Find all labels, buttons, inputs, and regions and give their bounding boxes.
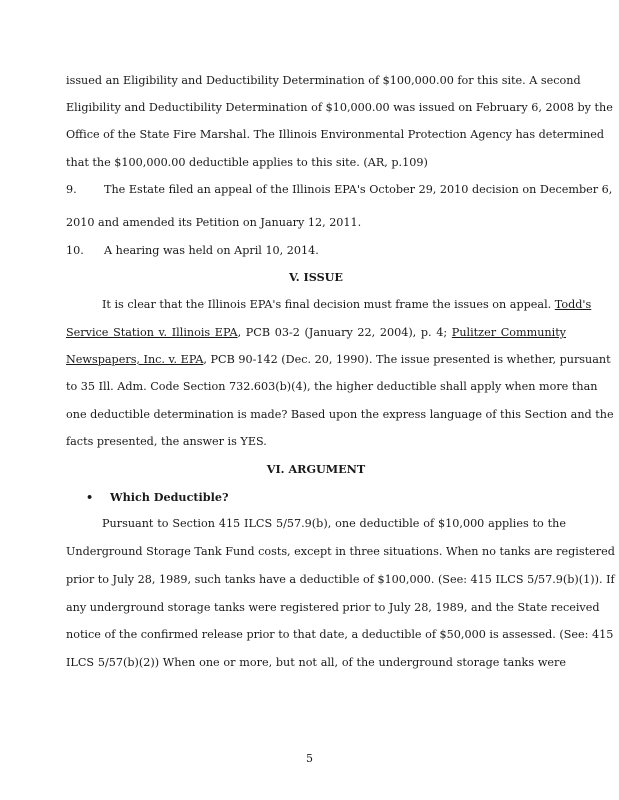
- section-heading-issue: V. ISSUE: [289, 270, 343, 284]
- paragraph-line: It is clear that the Illinois EPA's final decision must frame the issues on appeal. Todd's: [102, 298, 592, 311]
- numbered-item-10: [66, 244, 566, 258]
- paragraph-line: that the $100,000.00 deductible applies to this site. (AR, p.109): [66, 156, 428, 169]
- paragraph-line: Eligibility and Deductibility Determination of $10,000.00 was issued on February 6, 2008 by the: [66, 101, 613, 114]
- paragraph-line: one deductible determination is made? Based upon the express language of this Section and the: [66, 408, 614, 421]
- item-text: A hearing was held on April 10, 2014.: [104, 244, 319, 257]
- paragraph-line: 2010 and amended its Petition on January 12, 2011.: [66, 216, 362, 229]
- paragraph-line: notice of the confirmed release prior to that date, a deductible of $50,000 is assessed. (See: 415: [66, 628, 614, 641]
- paragraph-line: ILCS 5/57(b)(2)) When one or more, but not all, of the underground storage tanks were: [66, 656, 566, 669]
- paragraph-line: Newspapers, Inc. v. EPA, PCB 90-142 (Dec. 20, 1990). The issue presented is whether, pursuant: [66, 353, 611, 366]
- numbered-item-9: [66, 183, 613, 197]
- section-heading-argument: VI. ARGUMENT: [266, 462, 366, 476]
- case-citation: Todd's: [554, 298, 592, 311]
- case-citation: Pulitzer Community: [451, 326, 567, 339]
- paragraph-line: prior to July 28, 1989, such tanks have a deductible of $100,000. (See: 415 ILCS 5/57.9(b)(1)). If: [66, 573, 615, 586]
- item-number: 9.: [66, 183, 77, 196]
- case-citation: Service Station v. Illinois EPA: [66, 326, 238, 339]
- bullet-icon: •: [86, 490, 94, 504]
- paragraph-line: to 35 Ill. Adm. Code Section 732.603(b)(4), the higher deductible shall apply when more than: [66, 380, 598, 393]
- bullet-subheading: • Which Deductible?: [66, 490, 566, 504]
- case-citation: Newspapers, Inc. v. EPA: [66, 353, 204, 366]
- item-number: 10.: [66, 244, 84, 257]
- page-number: 5: [306, 752, 313, 765]
- paragraph-line: Service Station v. Illinois EPA, PCB 03-2 (January 22, 2004), p. 4; Pulitzer Community: [66, 326, 567, 339]
- item-text: The Estate filed an appeal of the Illinois EPA's October 29, 2010 decision on December 6,: [104, 183, 613, 196]
- paragraph-line: any underground storage tanks were registered prior to July 28, 1989, and the State received: [66, 601, 600, 614]
- paragraph-line: facts presented, the answer is YES.: [66, 435, 267, 448]
- paragraph-line: Office of the State Fire Marshal. The Illinois Environmental Protection Agency has determined: [66, 128, 605, 141]
- paragraph-line: Underground Storage Tank Fund costs, except in three situations. When no tanks are registered: [66, 545, 615, 558]
- paragraph-line: Pursuant to Section 415 ILCS 5/57.9(b), one deductible of $10,000 applies to the: [102, 517, 566, 530]
- paragraph-line: issued an Eligibility and Deductibility Determination of $100,000.00 for this site. A second: [66, 74, 581, 87]
